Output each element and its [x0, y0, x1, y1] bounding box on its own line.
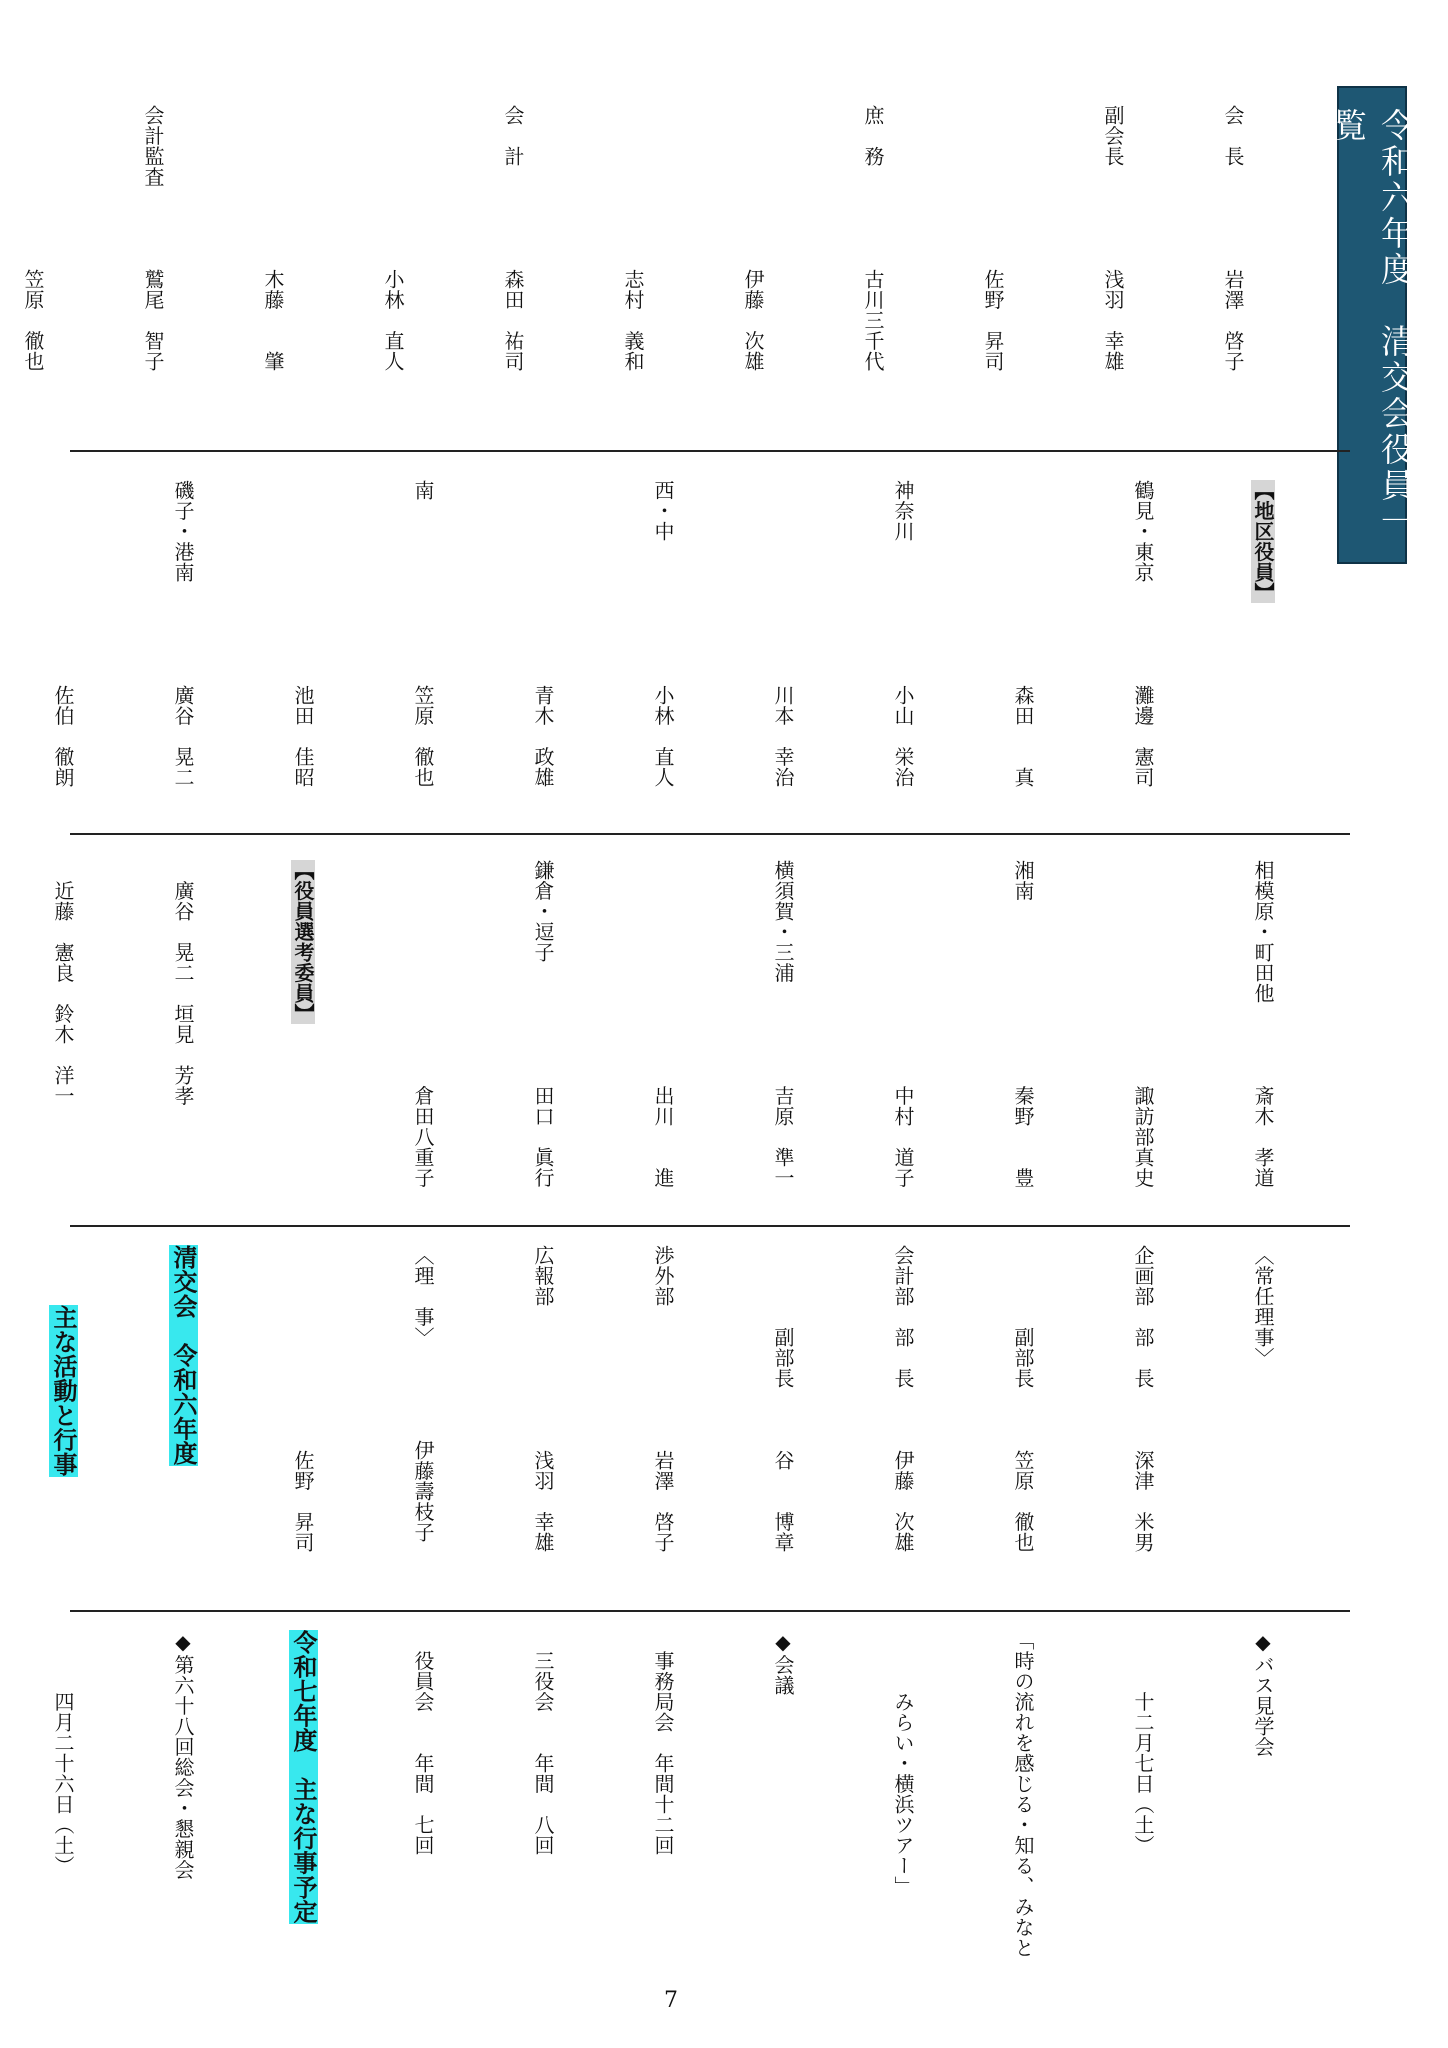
district-line: 川本 幸治: [771, 480, 795, 788]
assoc-line: 中村 道子: [891, 860, 915, 1188]
officers-line: 会計監査 鷲尾 智子: [141, 105, 165, 372]
plans-heading: 令和七年度 主な行事予定: [289, 1630, 318, 1924]
assoc-line: 倉田八重子: [411, 860, 435, 1188]
activity-line: 〈理 事〉 伊藤壽枝子: [411, 1245, 435, 1543]
activity-line: 〈常任理事〉: [1251, 1245, 1275, 1368]
associations-band: [0, 860, 1363, 1220]
activities-heading: 清交会 令和六年度: [169, 1245, 198, 1466]
district-line: 青木 政雄: [531, 480, 555, 788]
activity-line: 副部長 笠原 徹也: [1011, 1245, 1035, 1553]
divider: [70, 1610, 1350, 1612]
activity-line: 渉外部 岩澤 啓子: [651, 1245, 675, 1553]
plan-line: 三役会 年間 八回: [531, 1630, 555, 1856]
officers-line: 副会長 浅羽 幸雄: [1101, 105, 1125, 372]
officers-line: 笠原 徹也: [21, 105, 45, 372]
activity-line: 企画部 部 長 深津 米男: [1131, 1245, 1155, 1553]
plan-line: ◆会議: [771, 1630, 795, 1696]
district-line: 南 笠原 徹也: [411, 480, 435, 788]
activities-band: [0, 1245, 1363, 1590]
officers-line: 会 計 森田 祐司: [501, 105, 525, 372]
district-line: 西・中 小林 直人: [651, 480, 675, 788]
plan-line: 「時の流れを感じる・知る、みなと: [1011, 1630, 1035, 1958]
activity-line: 広報部 浅羽 幸雄: [531, 1245, 555, 1553]
page-title: 令和六年度 清交会役員一覧: [1337, 86, 1407, 564]
officers-line: 庶 務 古川三千代: [861, 105, 885, 372]
page-number: 7: [664, 1988, 678, 2013]
assoc-line: 相模原・町田他 斎木 孝道: [1251, 860, 1275, 1188]
assoc-line: 横須賀・三浦 吉原 準一: [771, 860, 795, 1188]
assoc-line: 湘南 秦野 豊: [1011, 860, 1035, 1188]
activity-line: 副部長 谷 博章: [771, 1245, 795, 1553]
activity-line: 会計部 部 長 伊藤 次雄: [891, 1245, 915, 1553]
district-line: 磯子・港南 廣谷 晃二: [171, 480, 195, 788]
district-line: 神奈川 小山 栄治: [891, 480, 915, 788]
assoc-line: 諏訪部真史: [1131, 860, 1155, 1188]
officers-line: 木藤 肇: [261, 105, 285, 372]
assoc-line: 廣谷 晃二 垣見 芳孝: [171, 860, 195, 1106]
activity-line: 佐野 昇司: [291, 1245, 315, 1553]
activities-heading: 主な活動と行事: [49, 1305, 78, 1477]
plan-line: 四月二十六日（土）: [51, 1630, 75, 1876]
officers-line: 志村 義和: [621, 105, 645, 372]
assoc-line: 鎌倉・逗子 田口 眞行: [531, 860, 555, 1188]
officers-line: 佐野 昇司: [981, 105, 1005, 372]
officers-line: 小林 直人: [381, 105, 405, 372]
officers-band: [0, 105, 1333, 435]
divider: [70, 450, 1350, 452]
district-line: 佐伯 徹朗: [51, 480, 75, 788]
divider: [70, 1225, 1350, 1227]
plan-line: みらい・横浜ツアー」: [891, 1630, 915, 1897]
district-line: 森田 真: [1011, 480, 1035, 788]
districts-band: [0, 480, 1363, 810]
section-heading: 【役員選考委員】: [291, 860, 315, 1024]
section-heading: 【地区役員】: [1251, 480, 1275, 603]
district-line: 鶴見・東京 灘邊 憲司: [1131, 480, 1155, 788]
district-line: 池田 佳昭: [291, 480, 315, 788]
plan-line: 十二月七日（土）: [1131, 1630, 1155, 1856]
officers-line: 伊藤 次雄: [741, 105, 765, 372]
plan-line: ◆第六十八回総会・懇親会: [171, 1630, 195, 1880]
plan-line: 役員会 年間 七回: [411, 1630, 435, 1856]
assoc-line: 近藤 憲良 鈴木 洋一: [51, 860, 75, 1106]
plan-line: ◆バス見学会: [1251, 1630, 1275, 1757]
divider: [70, 833, 1350, 835]
plans-band: [0, 1630, 1363, 1975]
assoc-line: 出川 進: [651, 860, 675, 1188]
plan-line: 事務局会 年間十二回: [651, 1630, 675, 1856]
officers-line: 会 長 岩澤 啓子: [1221, 105, 1245, 372]
